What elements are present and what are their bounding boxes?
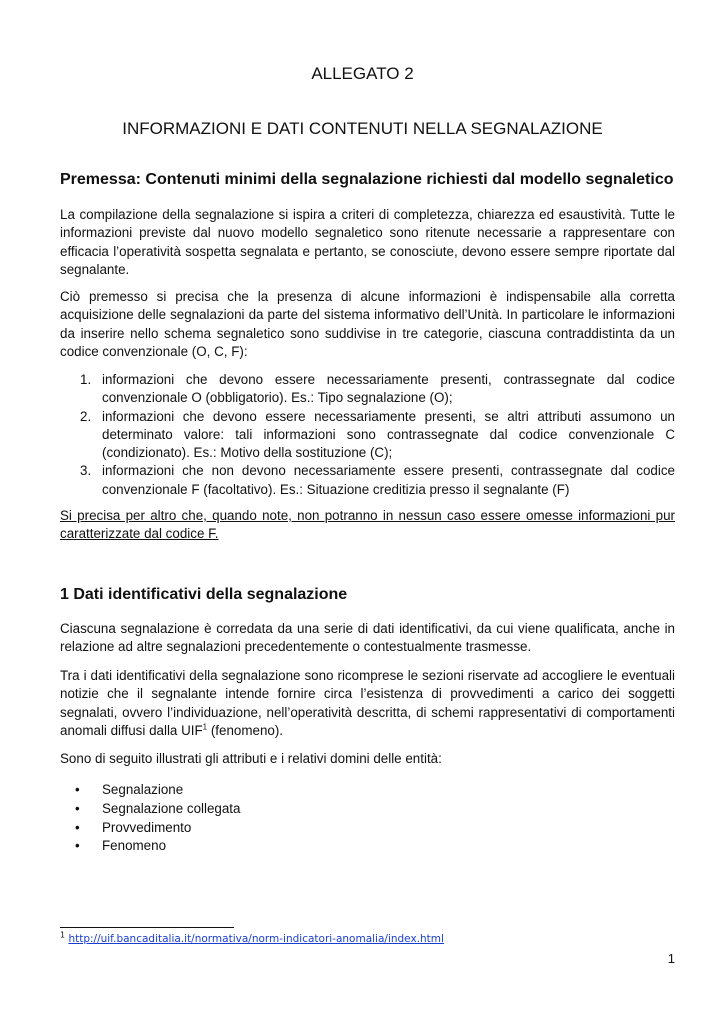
section-1-paragraph-3: Sono di seguito illustrati gli attributi e i relativi domini delle entità:: [60, 751, 442, 766]
footnote: [60, 930, 444, 945]
premessa-paragraph-2: Ciò premesso si precisa che la presenza di alcune informazioni è indispensabile alla corretta acquisizione delle segnalazioni da parte del sistema informativo dell’Unità. In particolare le informazioni da inserire nello schema segnaletico sono suddivise in tre categorie, ciascuna contraddistinta da un codice convenzionale (O, C, F):: [60, 289, 675, 359]
premessa-heading: Premessa: Contenuti minimi della segnalazione richiesti dal modello segnaletico: [60, 171, 674, 188]
section-1-paragraph-1: Ciascuna segnalazione è corredata da una serie di dati identificativi, da cui viene qualificata, anche in relazione ad altre segnalazioni precedentemente o contestualmente trasmesse.: [60, 621, 675, 655]
category-list: [60, 371, 675, 499]
list-item: [60, 819, 240, 838]
list-item: [60, 800, 240, 819]
footnote-mark: 1: [60, 930, 66, 940]
list-item-text: Segnalazione collegata: [102, 800, 241, 816]
list-item-text: informazioni che devono essere necessariamente presenti, se altri attributi assumono un determinato valore: tali informazioni sono contrassegnate dal codice convenzionale C (condizionato). Es.: Motivo della sostituzione (C);: [102, 408, 675, 461]
section-1-paragraph-2: [60, 667, 675, 740]
list-item-text: informazioni che non devono necessariamente essere presenti, contrassegnate dal codice convenzionale F (facoltativo). Es.: Situazione creditizia presso il segnalante (F): [102, 463, 675, 497]
list-item-number: 2.: [80, 408, 92, 424]
footnote-separator: [60, 927, 234, 928]
section-1-heading: 1 Dati identificativi della segnalazione: [60, 586, 348, 603]
bullet-icon: •: [75, 819, 80, 835]
list-item: [60, 371, 675, 408]
page-number: 1: [667, 951, 675, 966]
underlined-note: Si precisa per altro che, quando note, non potranno in nessun caso essere omesse informazioni pur caratterizzate dal codice F.: [60, 508, 675, 542]
bullet-icon: •: [75, 838, 80, 854]
list-item-text: Fenomeno: [102, 838, 167, 854]
list-item-text: Segnalazione: [102, 782, 184, 797]
bullet-icon: •: [75, 782, 80, 797]
document-title: INFORMAZIONI E DATI CONTENUTI NELLA SEGNALAZIONE: [122, 119, 603, 138]
list-item: [60, 781, 240, 800]
footnote-link[interactable]: http://uif.bancaditalia.it/normativa/norm-indicatori-anomalia/index.html: [68, 933, 444, 945]
list-item: [60, 462, 675, 499]
list-item-text: Provvedimento: [102, 819, 192, 835]
paragraph-text: Tra i dati identificativi della segnalazione sono ricomprese le sezioni riservate ad accogliere le eventuali notizie che il segnalante intende fornire circa l’esistenza di provvedimenti a carico dei soggetti segnalati, ovvero l’individuazione, nell’operatività descritta, di schemi rappresentativi di comportamenti anomali diffusi dalla UIF: [60, 668, 675, 738]
bullet-icon: •: [75, 800, 80, 816]
footnote-reference[interactable]: 1: [202, 722, 208, 732]
list-item-number: 3.: [80, 463, 92, 479]
annex-title: ALLEGATO 2: [311, 64, 414, 83]
list-item: [60, 837, 240, 856]
list-item-number: 1.: [80, 372, 92, 387]
entity-list: [60, 781, 240, 856]
list-item-text: informazioni che devono essere necessariamente presenti, contrassegnate dal codice convenzionale O (obbligatorio). Es.: Tipo segnalazione (O);: [102, 372, 675, 406]
paragraph-text-end: (fenomeno).: [207, 722, 284, 738]
premessa-paragraph-1: La compilazione della segnalazione si ispira a criteri di completezza, chiarezza ed esaustività. Tutte le informazioni previste dal nuovo modello segnaletico sono ritenute necessarie a rappresentare con efficacia l’operatività sospetta segnalata e pertanto, se conosciute, devono essere sempre riportate dal segnalante.: [60, 207, 675, 277]
list-item: [60, 408, 675, 463]
